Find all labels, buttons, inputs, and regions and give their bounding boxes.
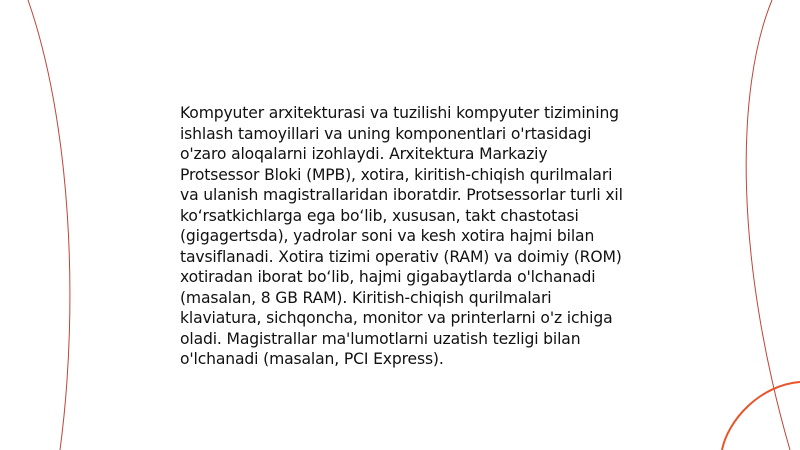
right-accent-curve	[746, 0, 790, 450]
body-paragraph: Kompyuter arxitekturasi va tuzilishi kompyuter tizimining ishlash tamoyillari va uning komponentlari o'rtasidagi o'zaro aloqalarni izohlaydi. Arxitektura Markaziy Protsessor Bloki (MPB), xotira, kiritish-chiqish qurilmalari va ulanish magistrallaridan iboratdir. Protsessorlar turli xil ko‘rsatkichlarga ega bo‘lib, xususan, takt chastotasi (gigagertsda), yadrolar soni va kesh xotira hajmi bilan tavsiflanadi. Xotira tizimi operativ (RAM) va doimiy (ROM) xotiradan iborat bo‘lib, hajmi gigabaytlarda o'lchanadi (masalan, 8 GB RAM). Kiritish-chiqish qurilmalari klaviatura, sichqoncha, monitor va printerlarni o'z ichiga oladi. Magistrallar ma'lumotlarni uzatish tezligi bilan o'lchanadi (masalan, PCI Express).	[180, 104, 623, 368]
left-accent-curve	[28, 0, 70, 450]
bottom-right-accent-arc	[722, 382, 800, 450]
